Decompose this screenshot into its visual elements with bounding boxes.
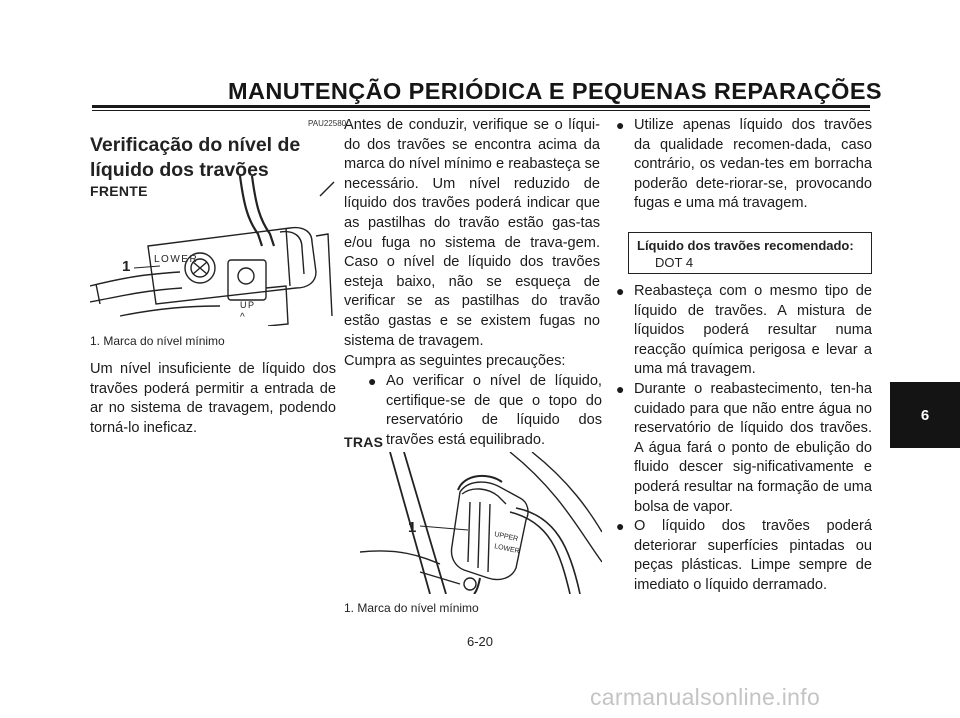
- middle-bullet-list: [366, 372, 602, 450]
- header-rule-thin: [92, 110, 870, 111]
- front-up-mark: UP: [240, 300, 256, 310]
- precautions-intro: Cumpra as seguintes precauções:: [344, 353, 566, 369]
- recommended-fluid-box: [628, 232, 872, 274]
- rear-caption: 1. Marca do nível mínimo: [344, 601, 479, 615]
- recommended-fluid-value: DOT 4: [655, 255, 694, 270]
- bullet-icon: ●: [616, 380, 625, 397]
- list-item: [614, 517, 872, 595]
- section-code: PAU22580: [308, 119, 347, 128]
- chapter-tab: 6: [890, 382, 960, 448]
- rear-upper-mark: UPPER: [493, 531, 519, 543]
- front-up-arrow-icon: ^: [240, 312, 245, 323]
- rear-callout-number: 1: [408, 519, 417, 536]
- bullet-icon: ●: [368, 373, 377, 389]
- list-item-text: Ao verificar o nível de líquido, certifique-se de que o topo do reservatório de líquido dos travões está equilibrado.: [386, 373, 602, 448]
- front-reservoir-illustration: [90, 176, 336, 326]
- watermark: carmanualsonline.info: [590, 684, 821, 710]
- front-callout-number: 1: [122, 258, 131, 275]
- page-header-title: MANUTENÇÃO PERIÓDICA E PEQUENAS REPARAÇÕES: [228, 78, 882, 104]
- list-item: [614, 282, 872, 380]
- rear-label: TRAS: [344, 434, 384, 450]
- rear-reservoir-illustration: [360, 452, 602, 594]
- recommended-fluid-title: Líquido dos travões recomendado:: [637, 238, 854, 253]
- rear-lower-mark: LOWER: [493, 543, 521, 556]
- right-bullet-list-top: [614, 116, 872, 214]
- list-item-text: Reabasteça com o mesmo tipo de líquido de travões. A mistura de líquidos poderá resultar numa reacção química perigosa e levar a uma má travagem.: [634, 283, 872, 378]
- bullet-icon: ●: [616, 117, 625, 133]
- front-caption: 1. Marca do nível mínimo: [90, 334, 225, 348]
- list-item-text: Utilize apenas líquido dos travões da qualidade recomen-dada, caso contrário, os vedan-tes em borracha poderão dete-riorar-se, provocando fugas e uma má travagem.: [634, 117, 872, 212]
- section-heading: Verificação do nível de líquido dos travões: [90, 134, 301, 181]
- list-item-text: Durante o reabastecimento, ten-ha cuidado para que não entre água no reservatório de líquido dos travões. A água fará o ponto de ebulição do fluido descer sig-nificativamente e poderá resultar na formação de uma bolsa de vapor.: [634, 380, 872, 515]
- bullet-icon: ●: [616, 518, 625, 535]
- bullet-icon: ●: [616, 283, 625, 299]
- list-item: [366, 372, 602, 450]
- list-item-text: O líquido dos travões poderá deteriorar superfícies pintadas ou peças plásticas. Limpe sempre de imediato o líquido derramado.: [634, 518, 872, 593]
- left-paragraph: Um nível insuficiente de líquido dos travões poderá permitir a entrada de ar no sistema de travagem, podendo torná-lo ineficaz.: [90, 361, 336, 436]
- page-number: 6-20: [466, 634, 494, 649]
- front-label: FRENTE: [90, 183, 148, 199]
- list-item: [614, 380, 872, 517]
- list-item: [614, 116, 872, 214]
- front-lower-mark: LOWER: [154, 254, 199, 265]
- header-rule: [92, 105, 870, 108]
- middle-paragraph: Antes de conduzir, verifique se o líqui-do dos travões se encontra acima da marca do nível mínimo e reabasteça se necessário. Um nível reduzido de líquido dos travões poderá indicar que as pastilhas do travão estão gas-tas e/ou fuga no sistema de trava-gem. Caso o nível de líquido dos travões esteja baixo, não se esqueça de verificar se as pastilhas do travão estão gastas e se existem fugas no sistema de travagem.: [344, 117, 600, 349]
- right-bullet-list-bottom: [614, 282, 872, 596]
